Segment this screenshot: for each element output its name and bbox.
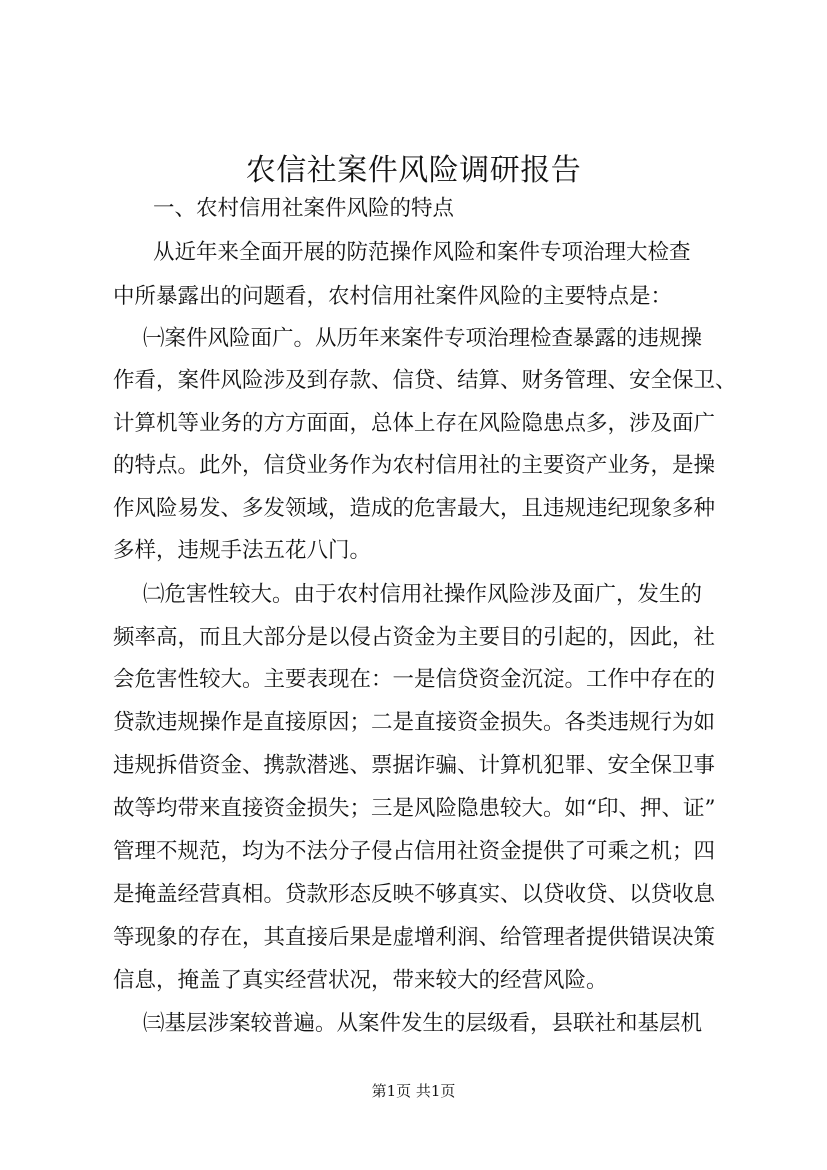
paragraph-line: 贷款违规操作是直接原因；二是直接资金损失。各类违规行为如 [113, 710, 716, 735]
paragraph-line: 等现象的存在，其直接后果是虚增利润、给管理者提供错误决策 [113, 925, 716, 950]
paragraph-line: 频率高，而且大部分是以侵占资金为主要目的引起的，因此，社 [113, 625, 716, 650]
paragraph-line: 多样，违规手法五花八门。 [113, 538, 372, 563]
paragraph-line: 违规拆借资金、携款潜逃、票据诈骗、计算机犯罪、安全保卫事 [113, 753, 716, 778]
paragraph-line: ㈢基层涉案较普遍。从案件发生的层级看，县联社和基层机 [143, 1011, 703, 1036]
paragraph-line: 是掩盖经营真相。贷款形态反映不够真实、以贷收贷、以贷收息 [113, 882, 716, 907]
paragraph-line: 从近年来全面开展的防范操作风险和案件专项治理大检查 [153, 240, 691, 265]
paragraph-line: 作看，案件风险涉及到存款、信贷、结算、财务管理、安全保卫、 [113, 368, 737, 393]
paragraph-line: 会危害性较大。主要表现在：一是信贷资金沉淀。工作中存在的 [113, 667, 716, 692]
paragraph-line: ㈡危害性较大。由于农村信用社操作风险涉及面广，发生的 [143, 582, 703, 607]
document-title: 农信社案件风险调研报告 [245, 153, 582, 188]
paragraph-line: 作风险易发、多发领域，造成的危害最大，且违规违纪现象多种 [113, 496, 716, 521]
paragraph-line: 中所暴露出的问题看，农村信用社案件风险的主要特点是： [113, 284, 673, 309]
paragraph-line: ㈠案件风险面广。从历年来案件专项治理检查暴露的违规操 [143, 326, 703, 351]
paragraph-line: 管理不规范，均为不法分子侵占信用社资金提供了可乘之机；四 [113, 839, 716, 864]
section-heading: 一、农村信用社案件风险的特点 [153, 196, 455, 221]
paragraph-line: 信息，掩盖了真实经营状况，带来较大的经营风险。 [113, 968, 608, 993]
paragraph-line: 的特点。此外，信贷业务作为农村信用社的主要资产业务，是操 [113, 453, 716, 478]
paragraph-line: 故等均带来直接资金损失；三是风险隐患较大。如“印、押、证” [113, 796, 716, 821]
page-number-footer: 第1页 共1页 [371, 1082, 456, 1100]
paragraph-line: 计算机等业务的方方面面，总体上存在风险隐患点多，涉及面广 [113, 411, 716, 436]
